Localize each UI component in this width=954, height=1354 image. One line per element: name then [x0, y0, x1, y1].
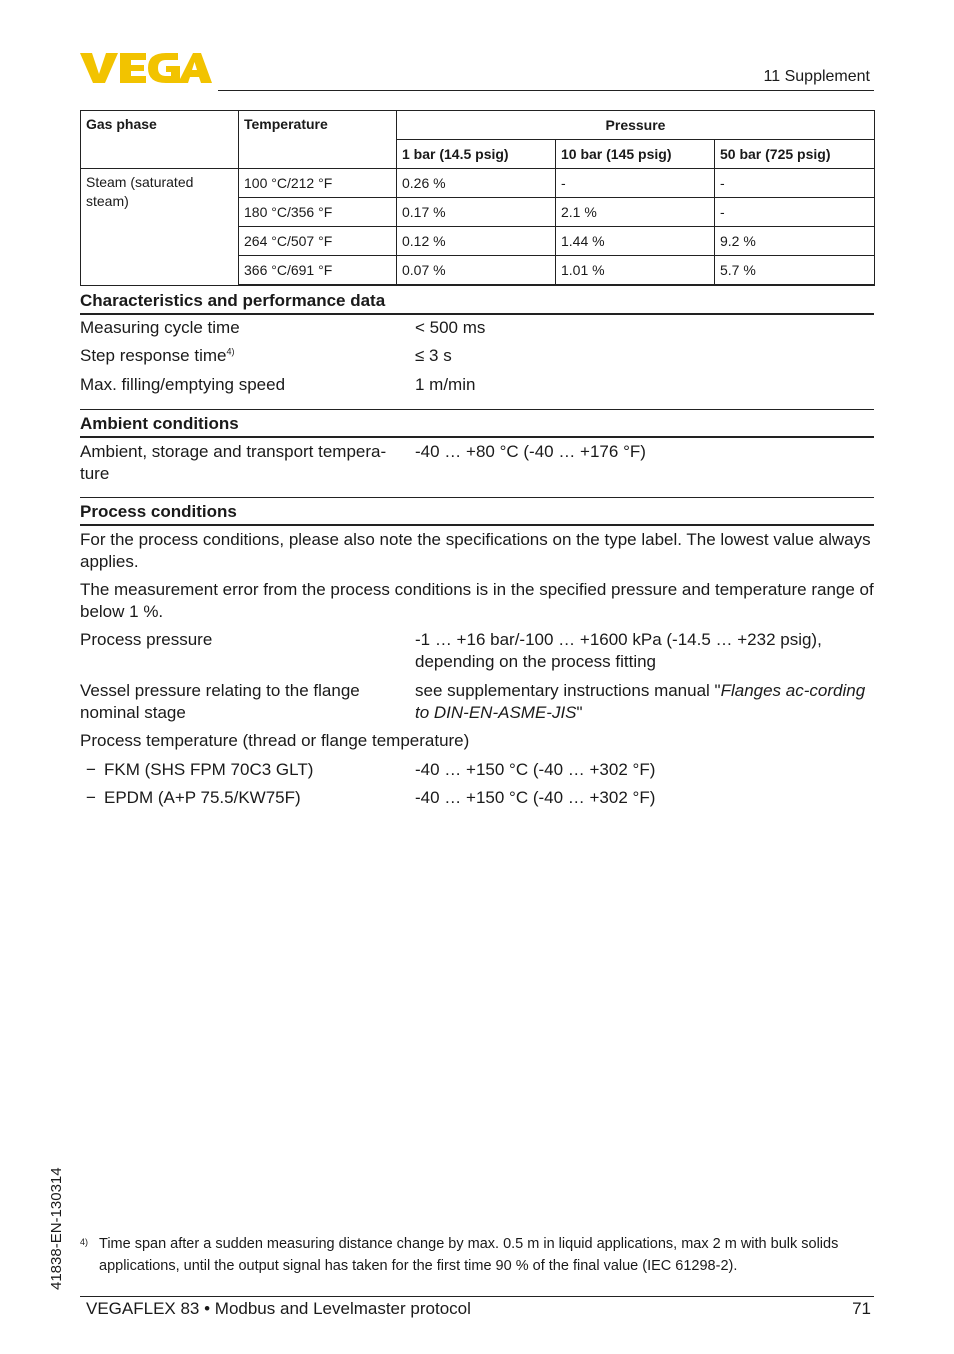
col-pressure-1bar: 1 bar (14.5 psig) [397, 140, 556, 169]
step-response-value: ≤ 3 s [415, 346, 452, 365]
characteristics-heading: Characteristics and performance data [80, 291, 874, 315]
col-pressure-10bar: 10 bar (145 psig) [556, 140, 715, 169]
temp-cell: 180 °C/356 °F [239, 198, 397, 227]
fkm-value: -40 … +150 °C (-40 … +302 °F) [415, 760, 656, 779]
process-heading: Process conditions [80, 502, 874, 526]
cycle-time-value: < 500 ms [415, 318, 486, 337]
process-pressure-label: Process pressure [80, 630, 213, 649]
cycle-time-label: Measuring cycle time [80, 318, 240, 337]
ambient-value: -40 … +80 °C (-40 … +176 °F) [415, 442, 646, 461]
list-dash: − [86, 760, 96, 779]
header-divider [218, 90, 874, 91]
step-response-label [80, 345, 410, 367]
temp-cell: 100 °C/212 °F [239, 169, 397, 198]
value-cell: 0.12 % [397, 227, 556, 256]
value-cell: 1.44 % [556, 227, 715, 256]
value-cell: 5.7 % [715, 256, 875, 286]
temp-cell: 366 °C/691 °F [239, 256, 397, 286]
process-para-2: The measurement error from the process conditions is in the specified pressure and temperature range of below 1 %. [80, 580, 874, 621]
value-cell: 1.01 % [556, 256, 715, 286]
epdm-text: EPDM (A+P 75.5/KW75F) [104, 788, 301, 807]
fkm-label [80, 759, 410, 781]
process-pressure-value: -1 … +16 bar/-100 … +1600 kPa (-14.5 … +232 psig), depending on the process fitting [415, 630, 822, 671]
vessel-pressure-value [415, 680, 874, 724]
process-temp-label: Process temperature (thread or flange temperature) [80, 731, 470, 750]
table-row [81, 169, 875, 198]
value-cell: - [715, 198, 875, 227]
speed-label: Max. filling/emptying speed [80, 375, 286, 394]
footnote-text: Time span after a sudden measuring distance change by max. 0.5 m in liquid applications, max 2 m with bulk solids applications, until the output signal has taken for the first time 90 % of the final value (IEC 61298-2). [99, 1236, 839, 1274]
col-temperature: Temperature [239, 111, 397, 169]
ambient-label: Ambient, storage and transport tempera-ture [80, 442, 387, 483]
vessel-value-close: " [576, 703, 583, 722]
gas-phase-table [80, 110, 875, 286]
vega-logo [80, 50, 212, 86]
col-gas-phase: Gas phase [81, 111, 239, 169]
ambient-heading: Ambient conditions [80, 414, 874, 438]
list-dash: − [86, 788, 96, 807]
vessel-value-text: see supplementary instructions manual " [415, 681, 721, 700]
temp-cell: 264 °C/507 °F [239, 227, 397, 256]
epdm-label [80, 787, 410, 809]
speed-value: 1 m/min [415, 375, 476, 394]
epdm-value: -40 … +150 °C (-40 … +302 °F) [415, 788, 656, 807]
section-divider [80, 497, 874, 498]
footer-title: VEGAFLEX 83 • Modbus and Levelmaster protocol [86, 1299, 471, 1318]
gas-cell: Steam (saturated steam) [81, 169, 239, 286]
value-cell: 0.26 % [397, 169, 556, 198]
footnote-ref: 4) [226, 346, 235, 357]
vessel-pressure-label: Vessel pressure relating to the flange nominal stage [80, 681, 360, 722]
value-cell: 0.07 % [397, 256, 556, 286]
footer-divider [80, 1296, 874, 1297]
value-cell: - [715, 169, 875, 198]
fkm-text: FKM (SHS FPM 70C3 GLT) [104, 760, 314, 779]
section-divider [80, 409, 874, 410]
value-cell: 9.2 % [715, 227, 875, 256]
manual-title: Flanges ac-cording to DIN-EN-ASME-JIS [415, 681, 866, 722]
value-cell: 2.1 % [556, 198, 715, 227]
col-pressure-50bar: 50 bar (725 psig) [715, 140, 875, 169]
section-label: 11 Supplement [763, 68, 870, 85]
col-pressure: Pressure [397, 111, 875, 140]
document-number: 41838-EN-130314 [48, 1167, 65, 1290]
value-cell: 0.17 % [397, 198, 556, 227]
footnote-mark: 4) [80, 1237, 89, 1247]
page-number: 71 [852, 1299, 871, 1318]
step-response-text: Step response time [80, 346, 227, 365]
value-cell: - [556, 169, 715, 198]
process-para-1: For the process conditions, please also note the specifications on the type label. The lowest value always applies. [80, 530, 871, 571]
